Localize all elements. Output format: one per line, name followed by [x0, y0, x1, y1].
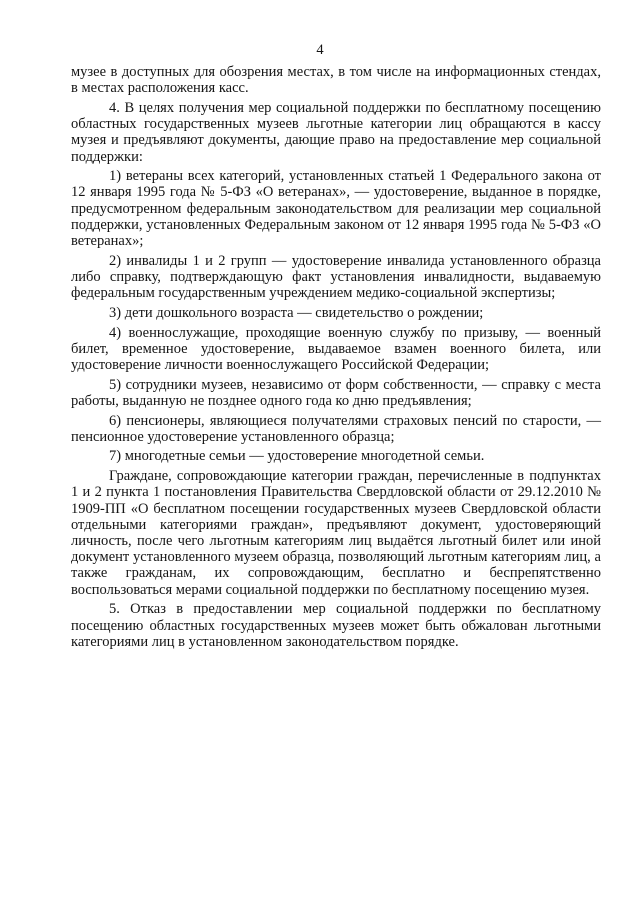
paragraph-accompanying-citizens: Граждане, сопровождающие категории граждан, перечисленные в подпунктах 1 и 2 пункта 1 постановления Правительства Свердловской области от 29.12.2010 № 1909-ПП «О бесплатном посещении государственных музеев Свердловской области отдельными категориями граждан», предъявляют документ, удостоверяющий личность, после чего льготным категориям лиц выдаётся льготный билет или иной документ установленного музеем образца, позволяющий льготным категориям лиц, а также гражданам, их сопровождающим, бесплатно и беспрепятственно воспользоваться мерами социальной поддержки по бесплатному посещению музея. — [71, 468, 601, 598]
list-item-military: 4) военнослужащие, проходящие военную службу по призыву, — военный билет, временное удостоверение, выдаваемое взамен военного билета, или удостоверение личности военнослужащего Российской Федерации; — [71, 324, 601, 373]
paragraph-item-4: 4. В целях получения мер социальной поддержки по бесплатному посещению областных государственных музеев льготные категории лиц обращаются в кассу музея и предъявляют документы, дающие право на предоставление мер социальной поддержки: — [71, 99, 601, 165]
list-item-large-families: 7) многодетные семьи — удостоверение многодетной семьи. — [109, 448, 485, 465]
paragraph-item-5: 5. Отказ в предоставлении мер социальной поддержки по бесплатному посещению областных государственных музеев может быть обжалован льготными категориями лиц в установленном законодательством порядке. — [71, 601, 601, 650]
page-number: 4 — [316, 42, 324, 58]
list-item-preschool-children: 3) дети дошкольного возраста — свидетельство о рождении; — [109, 304, 484, 321]
document-body — [71, 64, 601, 653]
list-item-museum-staff: 5) сотрудники музеев, независимо от форм собственности, — справку с места работы, выданную не позднее одного года ко дню предъявления; — [71, 376, 601, 409]
list-item-veterans: 1) ветераны всех категорий, установленных статьей 1 Федерального закона от 12 января 1995 года № 5-ФЗ «О ветеранах», — удостоверение, выданное в порядке, предусмотренном федеральным законодательством для реализации мер социальной поддержки, установленных Федеральным законом от 12 января 1995 года № 5-ФЗ «О ветеранах»; — [71, 168, 601, 250]
paragraph-continuation: музее в доступных для обозрения местах, в том числе на информационных стендах, в местах расположения касс. — [71, 64, 601, 97]
list-item-pensioners: 6) пенсионеры, являющиеся получателями страховых пенсий по старости, — пенсионное удостоверение установленного образца; — [71, 412, 601, 445]
list-item-disabled: 2) инвалиды 1 и 2 групп — удостоверение инвалида установленного образца либо справку, подтверждающую факт установления инвалидности, выдаваемую федеральным государственным учреждением медико-социальной экспертизы; — [71, 252, 601, 302]
